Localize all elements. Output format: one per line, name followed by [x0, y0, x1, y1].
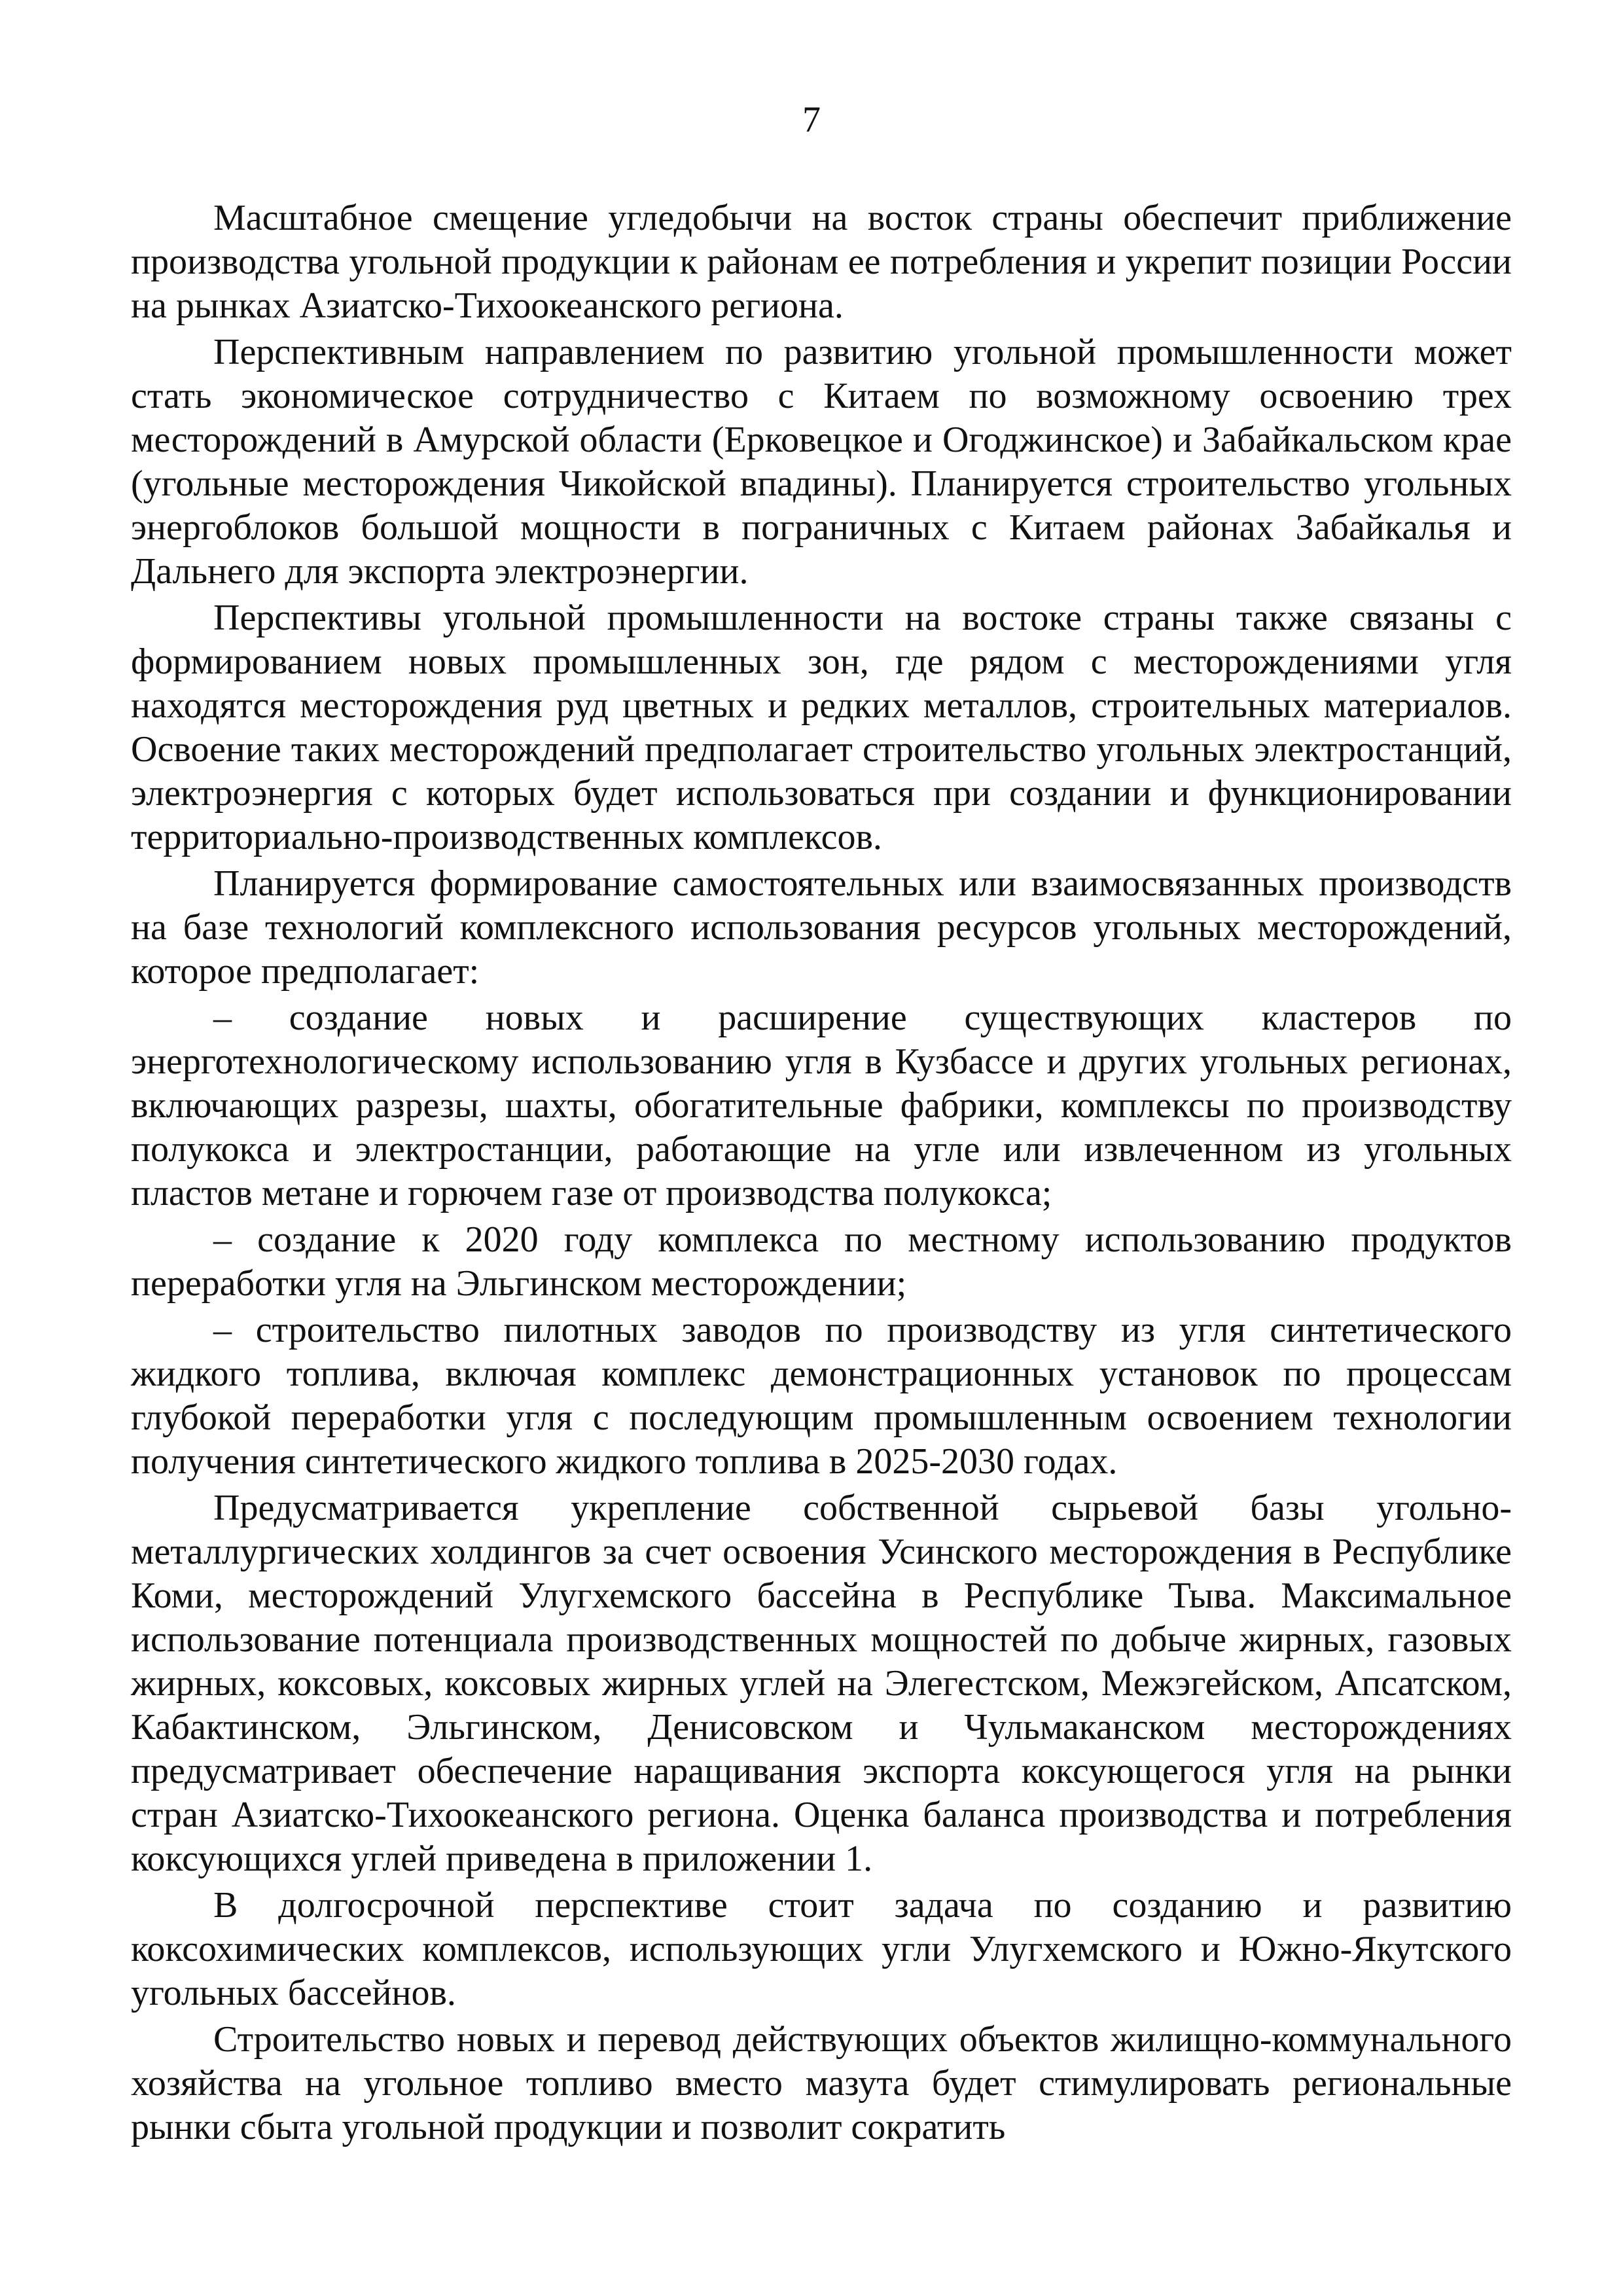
paragraph: Перспективным направлением по развитию угольной промышленности может стать экономическое сотрудничество с Китаем по возможному освоению трех месторождений в Амурской области (Ерковецкое и Огоджинское) и Забайкальском крае (угольные месторождения Чикойской впадины). Планируется строительство угольных энергоблоков большой мощности в пограничных с Китаем районах Забайкалья и Дальнего для экспорта электроэнергии.	[131, 332, 1512, 592]
list-item: – создание к 2020 году комплекса по местному использованию продуктов переработки угля на Эльгинском месторождении;	[131, 1219, 1512, 1304]
paragraph: Строительство новых и перевод действующих объектов жилищно-коммунального хозяйства на угольное топливо вместо мазута будет стимулировать региональные рынки сбыта угольной продукции и позволит сократить	[131, 2019, 1512, 2147]
paragraph: Планируется формирование самостоятельных или взаимосвязанных производств на базе технологий комплексного использования ресурсов угольных месторождений, которое предполагает:	[131, 863, 1512, 992]
paragraph: Перспективы угольной промышленности на востоке страны также связаны с формированием новых промышленных зон, где рядом с месторождениями угля находятся месторождения руд цветных и редких металлов, строительных материалов. Освоение таких месторождений предполагает строительство угольных электростанций, электроэнергия с которых будет использоваться при создании и функционировании территориально-производственных комплексов.	[131, 598, 1512, 857]
page-number: 7	[802, 99, 821, 140]
list-item: – строительство пилотных заводов по производству из угля синтетического жидкого топлива, включая комплекс демонстрационных установок по процессам глубокой переработки угля с последующим промышленным освоением технологии получения синтетического жидкого топлива в 2025-2030 годах.	[131, 1310, 1512, 1482]
paragraph: Предусматривается укрепление собственной сырьевой базы угольно-металлургических холдингов за счет освоения Усинского месторождения в Республике Коми, месторождений Улугхемского бассейна в Республике Тыва. Максимальное использование потенциала производственных мощностей по добыче жирных, газовых жирных, коксовых, коксовых жирных углей на Элегестском, Межэгейском, Апсатском, Кабактинском, Эльгинском, Денисовском и Чульмаканском месторождениях предусматривает обеспечение наращивания экспорта коксующегося угля на рынки стран Азиатско-Тихоокеанского региона. Оценка баланса производства и потребления коксующихся углей приведена в приложении 1.	[131, 1488, 1512, 1879]
paragraph: Масштабное смещение угледобычи на восток страны обеспечит приближение производства угольной продукции к районам ее потребления и укрепит позиции России на рынках Азиатско-Тихоокеанского региона.	[131, 198, 1512, 326]
paragraph: В долгосрочной перспективе стоит задача по созданию и развитию коксохимических комплексов, использующих угли Улугхемского и Южно-Якутского угольных бассейнов.	[131, 1885, 1512, 2013]
document-body	[131, 196, 1512, 2152]
list-item: – создание новых и расширение существующих кластеров по энерготехнологическому использованию угля в Кузбассе и других угольных регионах, включающих разрезы, шахты, обогатительные фабрики, комплексы по производству полукокса и электростанции, работающие на угле или извлеченном из угольных пластов метане и горючем газе от производства полукокса;	[131, 997, 1512, 1213]
